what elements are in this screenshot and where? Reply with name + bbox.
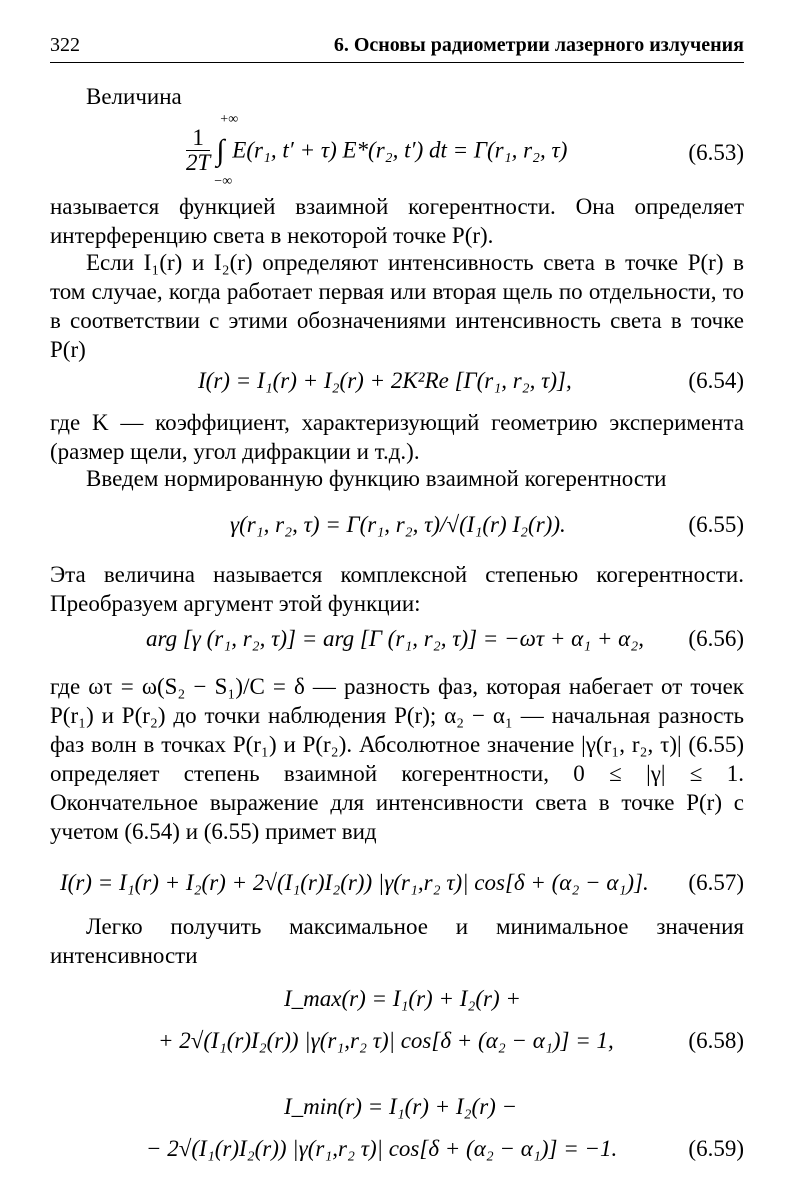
equation-6-59-line-2-body: − 2√(I₁(r)I₂(r)) |γ(r₁,r₂ τ)| cos[δ + (α₂ − α₁)] = −1. (146, 1136, 618, 1161)
equation-6-59-line-2 (50, 1128, 744, 1172)
page-number: 322 (50, 34, 80, 56)
equation-number: (6.59) (688, 1136, 744, 1161)
paragraph-3: Если I₁(r) и I₂(r) определяют интенсивность света в точке P(r) в том случае, когда работает первая или вторая щель по отдельности, то в соответствии с этими обозначениями интенсивность света в точке P(r) (50, 250, 744, 362)
paragraph-4: где K — коэффициент, характеризующий геометрию эксперимента (размер щели, угол дифракции и т.д.). (50, 410, 744, 464)
equation-6-53-formula (186, 111, 568, 189)
equation-number: (6.54) (688, 368, 744, 393)
equation-6-55 (50, 504, 744, 548)
equation-6-58-line-1 (50, 978, 744, 1022)
equation-6-57-body: I(r) = I₁(r) + I₂(r) + 2√(I₁(r)I₂(r)) |γ(r₁,r₂ τ)| cos[δ + (α₂ − α₁)]. (60, 870, 649, 895)
paragraph-6: Эта величина называется комплексной степенью когерентности. Преобразуем аргумент этой функции: (50, 562, 744, 616)
equation-number: (6.57) (688, 870, 744, 895)
equation-6-53-body: E(r₁, t′ + τ) E*(r₂, t′) dt = Γ(r₁, r₂, τ) (232, 137, 568, 163)
paragraph-1: Величина (86, 84, 182, 109)
running-header (50, 34, 744, 64)
equation-6-54 (50, 360, 744, 404)
paragraph-2: называется функцией взаимной когерентности. Она определяет интерференцию света в некоторой точке P(r). (50, 194, 744, 248)
equation-6-54-body: I(r) = I₁(r) + I₂(r) + 2K²Re [Γ(r₁, r₂, τ)], (198, 368, 572, 393)
equation-6-58-line-2-body: + 2√(I₁(r)I₂(r)) |γ(r₁,r₂ τ)| cos[δ + (α₂ − α₁)] = 1, (158, 1028, 614, 1053)
integral-lower-limit: −∞ (214, 173, 233, 189)
equation-6-59-line-1 (50, 1086, 744, 1130)
equation-number: (6.58) (688, 1028, 744, 1053)
equation-6-56 (50, 618, 744, 662)
equation-6-58-line-2 (50, 1020, 744, 1064)
equation-6-53 (50, 111, 744, 189)
integral-upper-limit: +∞ (220, 111, 239, 127)
fraction (186, 126, 210, 175)
integral-sign: ∫ +∞ −∞ (214, 111, 239, 189)
fraction-denominator: 2T (186, 150, 211, 175)
equation-6-59-line-1-body: I_min(r) = I₁(r) + I₂(r) − (284, 1094, 518, 1119)
paragraph-5: Введем нормированную функцию взаимной когерентности (86, 466, 667, 491)
fraction-numerator: 1 (186, 126, 210, 151)
paragraph-8: Легко получить максимальное и минимальное значения интенсивности (50, 914, 744, 968)
paragraph-7: где ωτ = ω(S₂ − S₁)/C = δ — разность фаз, которая набегает от точек P(r₁) и P(r₂) до точки наблюдения P(r); α₂ − α₁ — начальная разность фаз волн в точках P(r₁) и P(r₂). Абсолютное значение |γ(r₁, r₂, τ)| (6.55) определяет степень взаимной когерентности, 0 ≤ |γ| ≤ 1. Окончательное выражение для интенсивности света в точке P(r) с учетом (6.54) и (6.55) примет вид (50, 674, 744, 844)
equation-number: (6.56) (688, 626, 744, 651)
equation-number: (6.55) (688, 512, 744, 537)
equation-number: (6.53) (688, 140, 744, 165)
equation-6-57 (50, 862, 744, 906)
equation-6-56-body: arg [γ (r₁, r₂, τ)] = arg [Γ (r₁, r₂, τ)] = −ωτ + α₁ + α₂, (146, 626, 644, 651)
header-rule (50, 62, 744, 63)
equation-6-58-line-1-body: I_max(r) = I₁(r) + I₂(r) + (284, 986, 521, 1011)
equation-6-55-body: γ(r₁, r₂, τ) = Γ(r₁, r₂, τ)/√(I₁(r) I₂(r)). (230, 512, 566, 537)
running-title: 6. Основы радиометрии лазерного излучения (333, 34, 744, 56)
